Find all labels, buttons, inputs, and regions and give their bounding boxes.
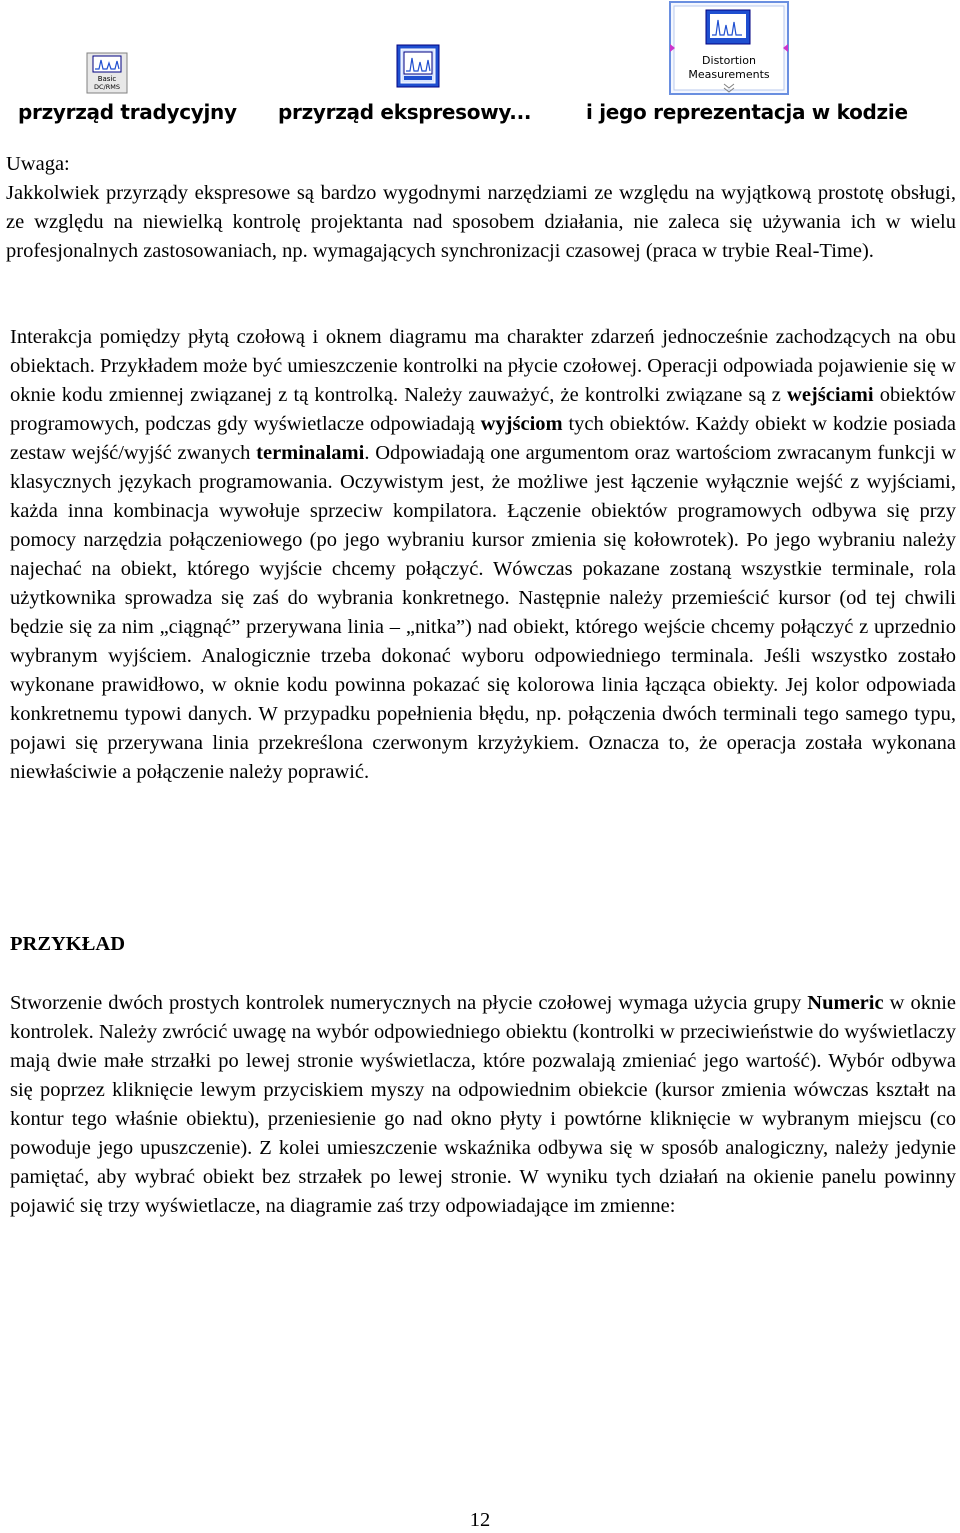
- interaction-text-1: Interakcja pomiędzy płytą czołową i oknem diagramu ma charakter zdarzeń jednocześnie zachodzących na obu obiektach. Przykładem może być umieszczenie kontrolki na płycie czołowej. Operacji odpowiada pojawienie się w oknie kodu zmiennej związanej z tą kontrolką. Należy zauważyć, że kontrolki związane są z: [10, 326, 956, 406]
- term-terminals: terminalami: [256, 442, 365, 464]
- example-text-2: w oknie kontrolek. Należy zwrócić uwagę na wybór odpowiedniego obiektu (kontrolki w przeciwieństwie do wyświetlaczy mają dwie małe strzałki po lewej stronie wyświetlacza, które pozwalają zmieniać jego wartość). Wybór odbywa się poprzez kliknięcie lewym przyciskiem myszy na odpowiednim obiekcie (kursor zmienia wówczas kształt na kontur tego właśnie obiektu), przeniesienie go nad okno płyty i powtórne kliknięcie w wybranym miejscu (co powoduje jego upuszczenie). Z kolei umieszczenie wskaźnika odbywa się w sposób analogiczny, należy jedynie pamiętać, aby wybrać obiekt bez strzałek po lewej stronie. W wyniku tych działań na okienie panelu powinny pojawić się trzy wyświetlacze, na diagramie zaś trzy odpowiadające im zmienne:: [10, 992, 956, 1217]
- interaction-text-4: . Odpowiadają one argumentom oraz wartościom zwracanym funkcji w klasycznych językach programowania. Oczywistym jest, że możliwe jest łączenie wyłącznie wejść z wyjściami, każda inna kombinacja wywołuje sprzeciw kompilatora. Łączenie obiektów programowych odbywa się przy pomocy narzędzia połączeniowego (po jego wybraniu kursor zmienia się kołowrotek). Po jego wybraniu należy najechać na obiekt, którego wyjście chcemy połączyć. Wówczas pokazane zostaną wszystkie terminale, rola użytkownika sprowadza się zaś do wybrania konkretnego. Następnie należy przemieścić kursor (od tej chwili będzie się za nim „ciągnąć” przerywana linia – „nitka”) nad obiekt, którego wejście chcemy połączyć z uprzednio wybranym wyjściem. Analogicznie trzeba dokonać wyboru odpowiedniego terminala. Jeśli wszystko zostało wykonane prawidłowo, w oknie kodu powinna pokazać się kolorowa linia łącząca obiekty. Jej kolor odpowiada konkretnemu typowi danych. W przypadku popełnienia błędu, np. połączenia dwóch terminali tego samego typu, pojawi się przerywana linia przekreślona czerwonym krzyżykiem. Oznacza to, że operacja została wykonana niewłaściwie a połączenie należy poprawić.: [10, 442, 956, 783]
- term-inputs: wejściami: [787, 384, 874, 406]
- distortion-label-1: Distortion: [702, 54, 756, 67]
- example-heading: PRZYKŁAD: [10, 933, 126, 955]
- note-paragraph: Jakkolwiek przyrządy ekspresowe są bardzo wygodnymi narzędziami ze względu na wyjątkową prostotę obsługi, ze względu na niewielką kontrolę projektanta nad sposobem działania, nie zaleca się używania ich w wielu profesjonalnych zastosowaniach, np. wymagających synchronizacji czasowej (praca w trybie Real-Time).: [6, 182, 956, 262]
- example-paragraph: [10, 989, 956, 1221]
- example-text-1: Stworzenie dwóch prostych kontrolek numerycznych na płycie czołowej wymaga użycia grupy: [10, 992, 808, 1014]
- basic-icon-label-2: DC/RMS: [94, 83, 120, 91]
- express-instrument-icon[interactable]: [396, 44, 440, 88]
- basic-icon-label-1: Basic: [97, 75, 117, 83]
- distortion-measurements-icon[interactable]: [668, 0, 790, 96]
- page-number: 12: [469, 1509, 491, 1531]
- term-outputs: wyjściom: [480, 413, 563, 435]
- distortion-label-2: Measurements: [688, 68, 770, 81]
- basic-dc-rms-icon[interactable]: [86, 52, 128, 94]
- caption-representation: i jego reprezentacja w kodzie: [586, 100, 908, 124]
- term-numeric: Numeric: [807, 992, 884, 1014]
- note-heading: Uwaga:: [6, 153, 70, 175]
- interaction-text-3: tych obiektów. Każdy obiekt w kodzie posiada zestaw wejść/wyjść zwanych: [10, 413, 956, 464]
- caption-express: przyrząd ekspresowy...: [278, 100, 532, 124]
- interaction-text-2: obiektów programowych, podczas gdy wyświetlacze odpowiadają: [10, 384, 956, 435]
- caption-traditional: przyrząd tradycyjny: [18, 100, 237, 124]
- interaction-paragraph: [10, 323, 956, 787]
- icon-row: [0, 0, 960, 140]
